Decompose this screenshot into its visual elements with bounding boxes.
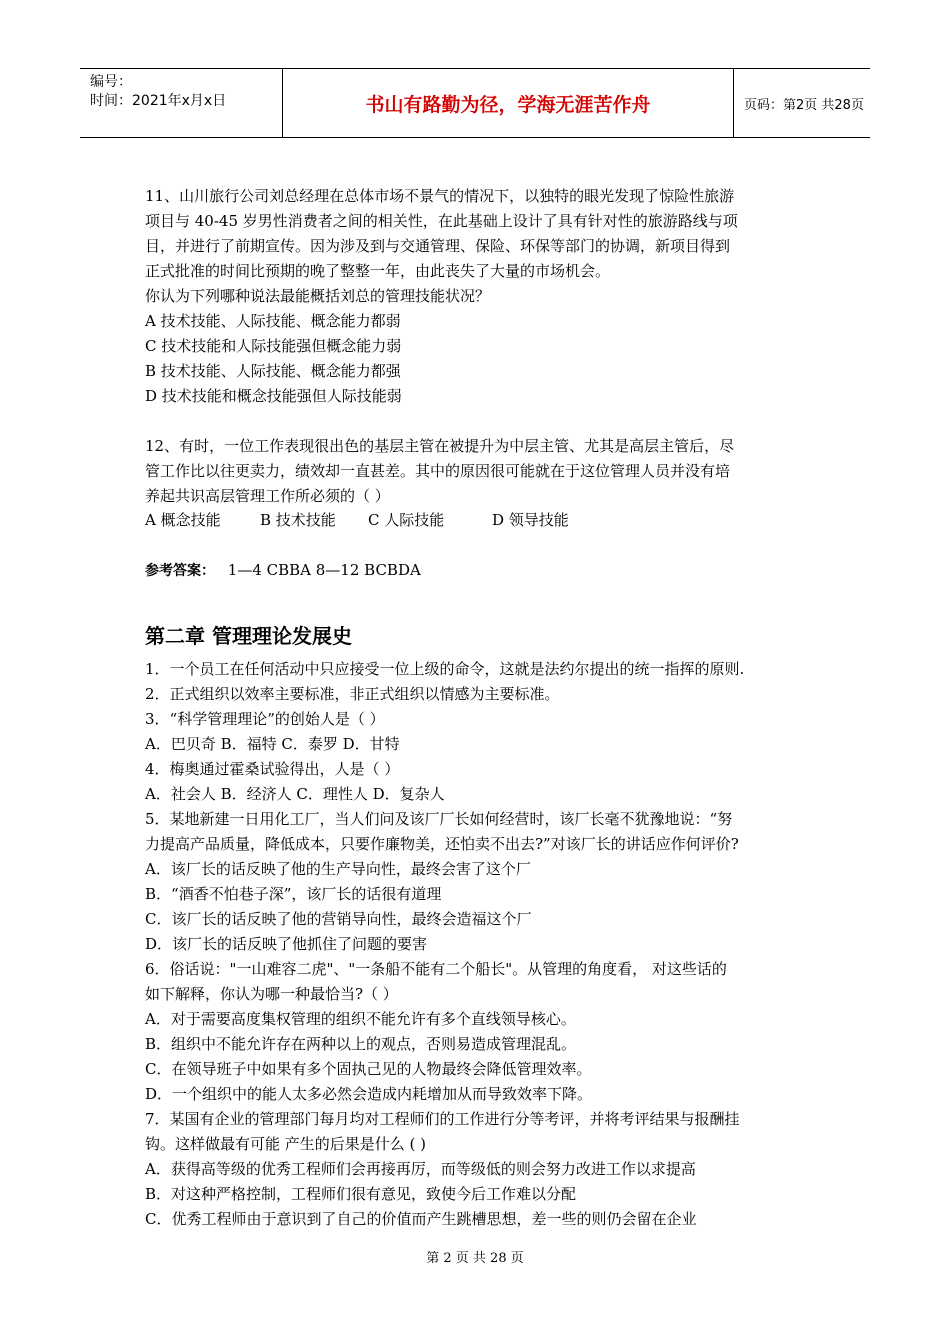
answer-key [145,560,421,581]
chapter2-line: 如下解释，你认为哪一种最恰当?（ ） [145,985,398,1003]
chapter2-option-line: D．该厂长的话反映了他抓住了问题的要害 [145,935,428,953]
document-number-label: 编号： [90,74,132,90]
chapter2-option-line: A．该厂长的话反映了他的生产导向性，最终会害了这个厂 [145,860,531,878]
q11-line: 项目与 40-45 岁男性消费者之间的相关性，在此基础上设计了具有针对性的旅游路线与项 [145,212,738,230]
header-page-info: 页码：第2页 共28页 [744,97,864,113]
header-meta [80,69,282,137]
chapter2-line: 力提高产品质量，降低成本，只要作廉物美，还怕卖不出去?”对该厂长的讲话应作何评价? [145,835,739,853]
chapter2-option-line: A．对于需要高度集权管理的组织不能允许有多个直线领导核心。 [145,1010,576,1028]
chapter2-option-line: C．该厂长的话反映了他的营销导向性，最终会造福这个厂 [145,910,532,928]
chapter-title: 第二章 管理理论发展史 [145,624,352,648]
q12-option: B 技术技能 [260,511,336,529]
q11-line: 正式批准的时间比预期的晚了整整一年，由此丧失了大量的市场机会。 [145,262,611,280]
chapter2-option-line: B．组织中不能允许存在两种以上的观点，否则易造成管理混乱。 [145,1035,577,1053]
chapter2-option-line: D．一个组织中的能人太多必然会造成内耗增加从而导致效率下降。 [145,1085,593,1103]
chapter2-line: 6．俗话说："一山难容二虎"、"一条船不能有二个船长"。从管理的角度看， 对这些话的 [145,960,727,978]
chapter2-option-line: A．巴贝奇 B．福特 C．泰罗 D．甘特 [145,735,400,753]
q11-option: A 技术技能、人际技能、概念能力都弱 [145,312,401,330]
q12-option: D 领导技能 [492,511,569,529]
q11-line: 目，并进行了前期宣传。因为涉及到与交通管理、保险、环保等部门的协调，新项目得到 [145,237,731,255]
q12-line: 养起共识高层管理工作所必须的（ ） [145,487,390,505]
q11-prompt: 你认为下列哪种说法最能概括刘总的管理技能状况？ [145,287,491,305]
q12-option: A 概念技能 [145,511,221,529]
chapter2-line: 1．一个员工在任何活动中只应接受一位上级的命令，这就是法约尔提出的统一指挥的原则. [145,660,745,678]
q12-line: 12、有时，一位工作表现很出色的基层主管在被提升为中层主管、尤其是高层主管后，尽 [145,437,735,455]
q12-option: C 人际技能 [368,511,445,529]
q11-line: 11、山川旅行公司刘总经理在总体市场不景气的情况下，以独特的眼光发现了惊险性旅游 [145,187,735,205]
chapter2-option-line: B．“酒香不怕巷子深”，该厂长的话很有道理 [145,885,442,903]
chapter2-option-line: A．社会人 B．经济人 C．理性人 D．复杂人 [145,785,445,803]
chapter2-line: 4．梅奥通过霍桑试验得出，人是（ ） [145,760,400,778]
chapter2-line: 7．某国有企业的管理部门每月均对工程师们的工作进行分等考评，并将考评结果与报酬挂 [145,1110,740,1128]
answer-key-value: 1—4 CBBA 8—12 BCBDA [227,561,421,579]
header-motto: 书山有路勤为径，学海无涯苦作舟 [282,69,734,137]
page-header [80,68,870,138]
chapter2-option-line: A．获得高等级的优秀工程师们会再接再厉，而等级低的则会努力改进工作以求提高 [145,1160,696,1178]
chapter2-line: 2．正式组织以效率主要标准，非正式组织以情感为主要标准。 [145,685,560,703]
q11-option: C 技术技能和人际技能强但概念能力弱 [145,337,402,355]
chapter2-line: 3．“科学管理理论”的创始人是（ ） [145,710,385,728]
chapter2-option-line: C．在领导班子中如果有多个固执己见的人物最终会降低管理效率。 [145,1060,592,1078]
q11-option: D 技术技能和概念技能强但人际技能弱 [145,387,402,405]
q11-option: B 技术技能、人际技能、概念能力都强 [145,362,401,380]
chapter2-option-line: B．对这种严格控制，工程师们很有意见，致使今后工作难以分配 [145,1185,577,1203]
chapter2-line: 钩。这样做最有可能 产生的后果是什么 ( ) [145,1135,427,1153]
answer-key-label: 参考答案： [145,563,215,579]
document-time-label: 时间：2021年x月x日 [90,93,227,109]
chapter2-option-line: C．优秀工程师由于意识到了自己的价值而产生跳槽思想，差一些的则仍会留在企业 [145,1210,697,1228]
page-footer: 第 2 页 共 28 页 [426,1251,524,1266]
chapter2-line: 5．某地新建一日用化工厂，当人们问及该厂厂长如何经营时，该厂长毫不犹豫地说：“努 [145,810,733,828]
q12-line: 管工作比以往更卖力，绩效却一直甚差。其中的原因很可能就在于这位管理人员并没有培 [145,462,731,480]
